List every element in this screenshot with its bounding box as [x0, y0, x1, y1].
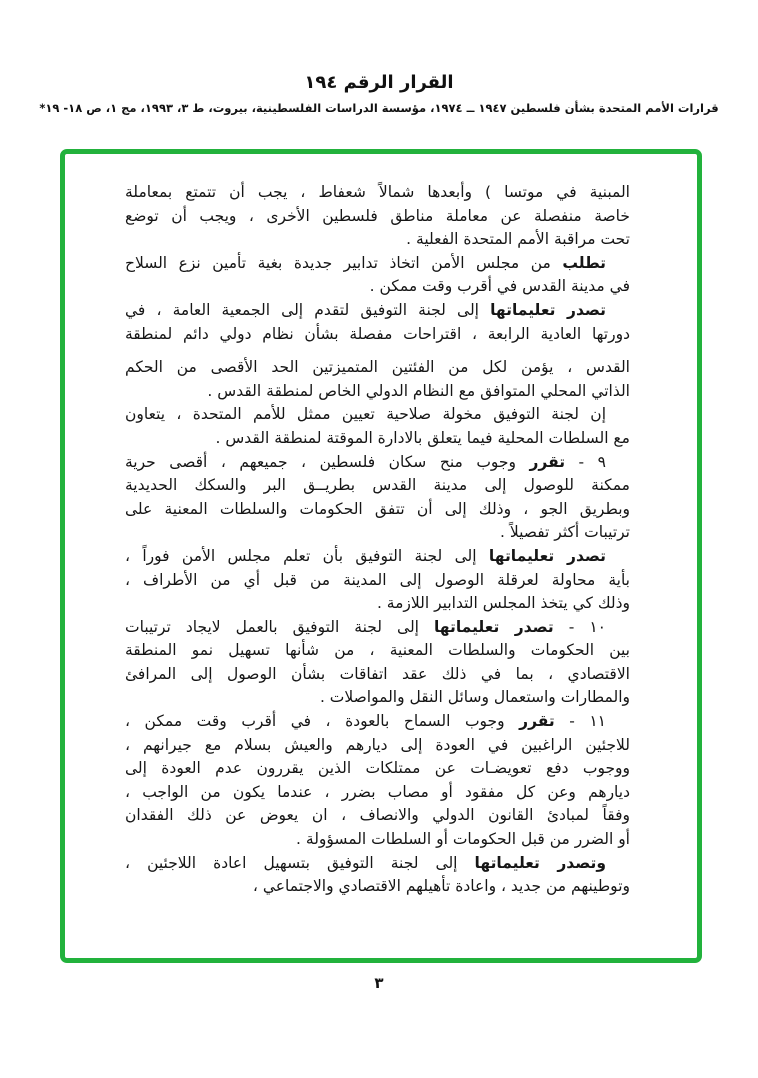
text-line: تصدر تعليماتها إلى لجنة التوفيق لتقدم إلى الجمعية العامة ، في: [125, 300, 606, 319]
document-body: [65, 154, 697, 899]
page-title: القرار الرقم ١٩٤: [304, 72, 454, 93]
text-line: المبنية في موتسا ) وأبعدها شمالاً شعفاط ، يجب أن تتمتع بمعاملة: [125, 183, 630, 201]
text-line: دورتها العادية الرابعة ، اقتراحات مفصلة بشأن نظام دولي دائم لمنطقة: [125, 324, 630, 343]
text-line: مع السلطات المحلية فيما يتعلق بالادارة الموقتة لمنطقة القدس .: [215, 428, 630, 447]
source-citation: قرارات الأمم المتحدة بشأن فلسطين ١٩٤٧ ــ ١٩٧٤، مؤسسة الدراسات الفلسطينية، بيروت، ط ٣، ١٩٩٣، مج ١، ص ١٨- ١٩*: [39, 101, 719, 115]
bold-lead-word: تصدر تعليماتها: [490, 300, 606, 319]
paragraph: [125, 451, 630, 545]
text-line: في مدينة القدس في أقرب وقت ممكن .: [369, 277, 630, 296]
text-line: خاصة منفصلة عن معاملة مناطق فلسطين الأخرى ، ويجب أن توضع: [125, 206, 630, 225]
text-line: والمطارات واستعمال وسائل النقل والمواصلات .: [319, 688, 630, 707]
text-line: وفقاً لمبادئ القانون الدولي والانصاف ، ان يعوض عن ذلك الفقدان: [125, 806, 630, 825]
text-line: الاقتصادي ، بما في ذلك عقد اتفاقات بشأن الوصول إلى المرافئ: [125, 664, 630, 683]
bold-lead-word: تقرر: [529, 452, 566, 471]
text-line: للاجئين الراغبين في العودة إلى ديارهم والعيش بسلام مع جيرانهم ،: [125, 735, 630, 754]
text-line: وتصدر تعليماتها إلى لجنة التوفيق بتسهيل اعادة اللاجئين ،: [125, 853, 606, 872]
text-line: ٩ - تقرر وجوب منح سكان فلسطين ، جميعهم ، أقصى حرية: [125, 452, 606, 471]
text-line: إن لجنة التوفيق مخولة صلاحية تعيين ممثل للأمم المتحدة ، يتعاون: [125, 405, 606, 424]
text-line: بين الحكومات والسلطات المعنية ، من شأنها تسهيل نمو المنطقة: [125, 641, 630, 660]
text-line: الذاتي المحلي المتوافق مع النظام الدولي الخاص لمنطقة القدس .: [207, 381, 630, 400]
bold-lead-word: تقرر: [519, 712, 555, 731]
paragraph: [125, 710, 630, 852]
text-line: تطلب من مجلس الأمن اتخاذ تدابير جديدة بغية تأمين نزع السلاح: [125, 253, 606, 272]
green-text-frame: [60, 149, 702, 963]
paragraph: [125, 403, 630, 450]
paragraph: [125, 299, 630, 403]
text-line: ووجوب دفع تعويضـات عن ممتلكات الذين يقررون عدم العودة إلى: [125, 759, 630, 778]
text-line: وذلك كي يتخذ المجلس التدابير اللازمة .: [376, 594, 630, 613]
text-line: تصدر تعليماتها إلى لجنة التوفيق بأن تعلم مجلس الأمن فوراً ،: [125, 546, 606, 565]
paragraph: [125, 616, 630, 710]
bold-lead-word: تصدر تعليماتها: [433, 617, 554, 636]
paragraph: [125, 852, 630, 899]
text-line: ١١ - تقرر وجوب السماح بالعودة ، في أقرب وقت ممكن ،: [125, 712, 606, 731]
text-line: ١٠ - تصدر تعليماتها إلى لجنة التوفيق بالعمل لايجاد ترتيبات: [125, 617, 606, 636]
page-number: ٣: [374, 974, 384, 992]
paragraph: [125, 545, 630, 616]
bold-lead-word: تصدر تعليماتها: [488, 546, 606, 565]
text-line: ترتيبات أكثر تفصيلاً .: [500, 523, 630, 542]
text-line: ممكنة للوصول إلى مدينة القدس بطريــق البر والسكك الحديدية: [125, 476, 630, 495]
text-line: وتوطينهم من جديد ، واعادة تأهيلهم الاقتصادي والاجتماعي ،: [252, 877, 630, 896]
text-line: أو الضرر من قبل الحكومات أو السلطات المسؤولة .: [296, 830, 630, 849]
text-line: القدس ، يؤمن لكل من الفئتين المتميزتين الحد الأقصى من الحكم: [125, 358, 630, 377]
text-line: بأية محاولة لعرقلة الوصول إلى المدينة من قبل أي من الأطراف ،: [125, 570, 630, 589]
paragraph: [125, 181, 630, 252]
bold-lead-word: وتصدر تعليماتها: [474, 853, 606, 872]
bold-lead-word: تطلب: [562, 253, 606, 272]
text-line: تحت مراقبة الأمم المتحدة الفعلية .: [406, 230, 630, 249]
text-line: وبطريق الجو ، وذلك إلى أن تتفق الحكومات والسلطات المعنية على: [125, 499, 630, 518]
text-line: ديارهم وعن كل مفقود أو مصاب بضرر ، عندما يكون من الواجب ،: [125, 782, 630, 801]
paragraph: [125, 252, 630, 299]
